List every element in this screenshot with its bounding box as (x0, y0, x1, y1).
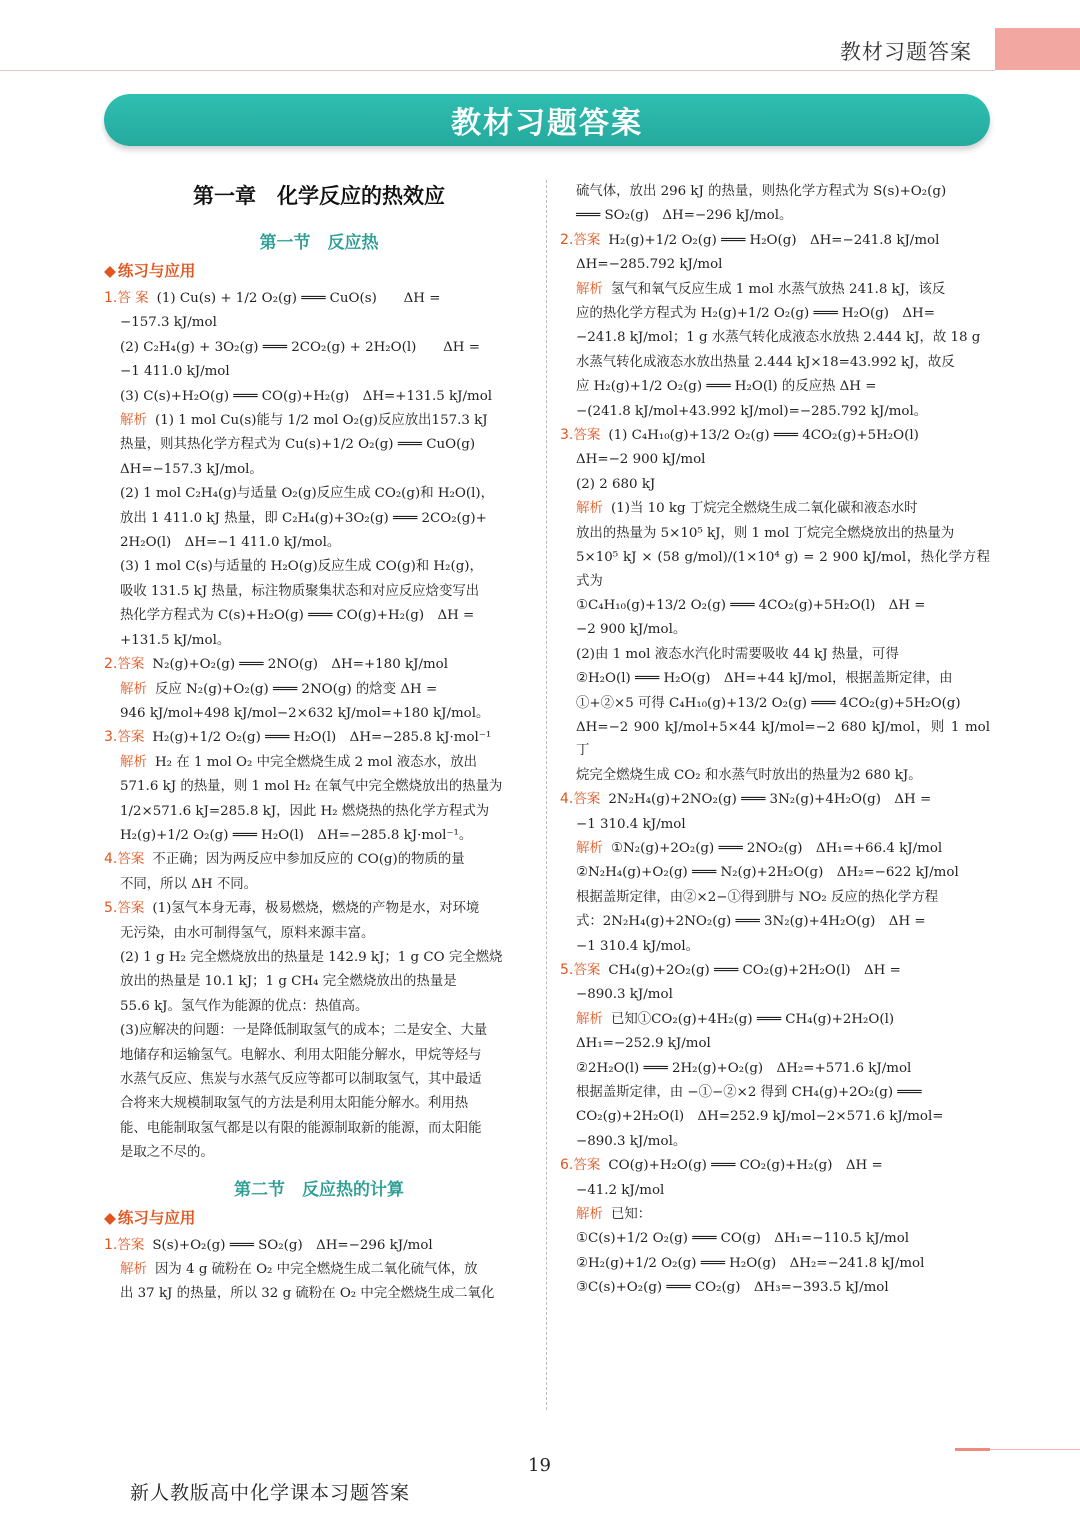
answer-line (104, 287, 534, 310)
answer-label: 答案 (117, 729, 145, 746)
line-text: 应 H₂(g)+1/2 O₂(g) ═══ H₂O(l) 的反应热 ΔH = (576, 379, 877, 395)
answer-line (560, 667, 990, 690)
answer-line (560, 643, 990, 666)
line-text: 式：2N₂H₄(g)+2NO₂(g) ═══ 3N₂(g)+4H₂O(g) ΔH = (576, 914, 926, 930)
line-text: ①C₄H₁₀(g)+13/2 O₂(g) ═══ 4CO₂(g)+5H₂O(l) ΔH = (576, 597, 926, 613)
line-text: −1 310.4 kJ/mol (576, 816, 686, 832)
line-text: ΔH₁=−252.9 kJ/mol (576, 1036, 711, 1052)
line-text: H₂(g)+1/2 O₂(g) ═══ H₂O(l) ΔH=−285.8 kJ·mol⁻¹ (152, 730, 492, 746)
answer-line (104, 604, 534, 627)
answer-line (104, 1282, 534, 1305)
analysis-label: 解析 (576, 500, 603, 517)
answer-line (104, 653, 534, 676)
line-text: 应的热化学方程式为 H₂(g)+1/2 O₂(g) ═══ H₂O(g) ΔH= (576, 306, 935, 322)
answer-line (104, 1044, 534, 1067)
answer-line (560, 1154, 990, 1177)
answer-line (104, 360, 534, 383)
line-text: 不同，所以 ΔH 不同。 (120, 876, 257, 892)
question-number: 2. (560, 231, 574, 248)
section-title-2: 第二节 反应热的计算 (234, 1179, 404, 1200)
answer-line (104, 531, 534, 554)
line-text: −1 411.0 kJ/mol (120, 364, 230, 380)
line-text: ②H₂(g)+1/2 O₂(g) ═══ H₂O(g) ΔH₂=−241.8 kJ/mol (576, 1255, 925, 1271)
answer-line (560, 692, 990, 715)
answer-line (560, 522, 990, 545)
answer-label: 答案 (573, 1157, 601, 1174)
question-number: 3. (104, 729, 118, 746)
answer-line (104, 848, 534, 871)
line-text: ②N₂H₄(g)+O₂(g) ═══ N₂(g)+2H₂O(g) ΔH₂=−622 kJ/mol (576, 865, 959, 881)
question-number: 4. (104, 851, 118, 868)
line-text: +131.5 kJ/mol。 (120, 632, 231, 648)
line-text: 合将来大规模制取氢气的方法是利用太阳能分解水。利用热 (120, 1096, 469, 1112)
answer-line (104, 1234, 534, 1257)
header-tab-decoration (995, 28, 1080, 70)
answer-line (560, 1252, 990, 1275)
answer-line (104, 1258, 534, 1281)
answer-line (560, 935, 990, 958)
answer-label: 答案 (117, 656, 145, 673)
line-text: 已知①CO₂(g)+4H₂(g) ═══ CH₄(g)+2H₂O(l) (611, 1011, 895, 1027)
answer-line (560, 448, 990, 471)
answer-list-3 (560, 180, 990, 1300)
answer-line (560, 229, 990, 252)
answer-line (104, 555, 534, 578)
line-text: 反应 N₂(g)+O₂(g) ═══ 2NO(g) 的焓变 ΔH = (155, 681, 438, 697)
question-number: 6. (560, 1157, 574, 1174)
line-text: −1 310.4 kJ/mol。 (576, 938, 700, 954)
answer-line (560, 1008, 990, 1031)
line-text: ΔH=−157.3 kJ/mol。 (120, 461, 263, 477)
line-text: (1) 1 mol Cu(s)能与 1/2 mol O₂(g)反应放出157.3 kJ (155, 413, 488, 429)
answer-line (560, 983, 990, 1006)
answer-label: 答案 (573, 231, 601, 248)
title-banner (104, 94, 990, 146)
answer-line (104, 922, 534, 945)
answer-line (560, 1057, 990, 1080)
line-text: CO₂(g)+2H₂O(l) ΔH=252.9 kJ/mol−2×571.6 kJ/mol= (576, 1109, 944, 1125)
answer-label: 答案 (117, 900, 145, 917)
answer-line (104, 751, 534, 774)
diamond-icon: ◆ (104, 1208, 116, 1227)
line-text: ①N₂(g)+2O₂(g) ═══ 2NO₂(g) ΔH₁=+66.4 kJ/mol (611, 840, 943, 856)
left-column (104, 180, 534, 1307)
question-number: 5. (560, 962, 574, 978)
subsection-title-1 (104, 259, 534, 281)
answer-line (560, 764, 990, 787)
line-text: 2H₂O(l) ΔH=−1 411.0 kJ/mol。 (120, 535, 341, 551)
line-text: −241.8 kJ/mol；1 g 水蒸气转化成液态水放热 2.444 kJ，故 18 g (576, 330, 981, 346)
answer-line (104, 507, 534, 530)
answer-line (560, 253, 990, 276)
column-divider (546, 180, 547, 1410)
line-text: (2) C₂H₄(g) + 3O₂(g) ═══ 2CO₂(g) + 2H₂O(l) ΔH = (120, 339, 480, 355)
answer-line (560, 813, 990, 836)
header-title: 教材习题答案 (840, 40, 972, 64)
line-text: (1)当 10 kg 丁烷完全燃烧生成二氧化碳和液态水时 (611, 501, 918, 517)
line-text: 水蒸气反应、焦炭与水蒸气反应等都可以制取氢气，其中最适 (120, 1072, 482, 1087)
answer-line (560, 326, 990, 349)
answer-line (560, 375, 990, 398)
answer-line (560, 473, 990, 496)
answer-list-2 (104, 1234, 534, 1306)
answer-line (560, 497, 990, 520)
line-text: ③C(s)+O₂(g) ═══ CO₂(g) ΔH₃=−393.5 kJ/mol (576, 1280, 889, 1296)
line-text: 吸收 131.5 kJ 热量，标注物质聚集状态和对应反应焓变写出 (120, 583, 480, 599)
line-text: 946 kJ/mol+498 kJ/mol−2×632 kJ/mol=+180 kJ/mol。 (120, 705, 490, 721)
line-text: 根据盖斯定律，由②×2−①得到肼与 NO₂ 反应的热化学方程 (576, 889, 939, 905)
answer-line (560, 716, 990, 763)
analysis-label: 解析 (576, 280, 603, 297)
line-text: ΔH=−2 900 kJ/mol (576, 452, 706, 468)
right-column (560, 180, 990, 1301)
answer-line (560, 180, 990, 203)
answer-line (104, 995, 534, 1018)
answer-line (104, 1117, 534, 1140)
answer-line (104, 775, 534, 798)
line-text: 能、电能制取氢气都是以有限的能源制取新的能源，而太阳能 (120, 1120, 482, 1136)
page-number: 19 (528, 1455, 551, 1476)
answer-line (560, 302, 990, 325)
answer-line (560, 788, 990, 811)
line-text: S(s)+O₂(g) ═══ SO₂(g) ΔH=−296 kJ/mol (152, 1237, 433, 1253)
line-text: (2) 2 680 kJ (576, 476, 656, 492)
answer-line (560, 546, 990, 593)
answer-line (560, 1276, 990, 1299)
line-text: 烷完全燃烧生成 CO₂ 和水蒸气时放出的热量为2 680 kJ。 (576, 767, 922, 783)
banner-title: 教材习题答案 (451, 106, 643, 141)
answer-line (560, 278, 990, 301)
line-text: (1) Cu(s) + 1/2 O₂(g) ═══ CuO(s) ΔH = (156, 291, 441, 306)
answer-line (104, 824, 534, 847)
line-text: CH₄(g)+2O₂(g) ═══ CO₂(g)+2H₂O(l) ΔH = (608, 963, 901, 978)
subsection-title-2 (104, 1206, 534, 1228)
answer-label: 答案 (117, 1236, 145, 1253)
line-text: ①C(s)+1/2 O₂(g) ═══ CO(g) ΔH₁=−110.5 kJ/mol (576, 1231, 910, 1247)
answer-list-1 (104, 287, 534, 1165)
answer-line (104, 629, 534, 652)
analysis-label: 解析 (576, 839, 603, 856)
analysis-label: 解析 (120, 1261, 147, 1278)
line-text: (3) 1 mol C(s)与适量的 H₂O(g)反应生成 CO(g)和 H₂(g)， (120, 559, 483, 575)
question-number: 5. (104, 900, 118, 917)
answer-label: 答 案 (117, 290, 149, 306)
line-text: −2 900 kJ/mol。 (576, 622, 687, 638)
answer-line (104, 678, 534, 701)
line-text: 2N₂H₄(g)+2NO₂(g) ═══ 3N₂(g)+4H₂O(g) ΔH = (608, 792, 932, 808)
diamond-icon: ◆ (104, 262, 116, 280)
answer-line (104, 897, 534, 920)
answer-line (560, 837, 990, 860)
line-text: H₂ 在 1 mol O₂ 中完全燃烧生成 2 mol 液态水，放出 (155, 754, 478, 770)
line-text: 放出的热量是 10.1 kJ；1 g CH₄ 完全燃烧放出的热量是 (120, 974, 457, 990)
line-text: 放出 1 411.0 kJ 热量，即 C₂H₄(g)+3O₂(g) ═══ 2CO₂(g)+ (120, 510, 487, 526)
answer-line (104, 433, 534, 456)
line-text: −41.2 kJ/mol (576, 1182, 665, 1198)
question-number: 2. (104, 656, 118, 673)
answer-line (104, 311, 534, 334)
line-text: 硫气体，放出 296 kJ 的热量，则热化学方程式为 S(s)+O₂(g) (576, 184, 947, 199)
answer-line (104, 800, 534, 823)
section-title-1: 第一节 反应热 (259, 233, 379, 253)
question-number: 4. (560, 791, 574, 808)
line-text: 571.6 kJ 的热量，则 1 mol H₂ 在氧气中完全燃烧放出的热量为 (120, 779, 503, 795)
answer-label: 答案 (117, 851, 145, 868)
line-text: CO(g)+H₂O(g) ═══ CO₂(g)+H₂(g) ΔH = (608, 1158, 883, 1174)
line-text: (2) 1 mol C₂H₄(g)与适量 O₂(g)反应生成 CO₂(g)和 H₂O(l)， (120, 486, 494, 502)
line-text: 已知： (611, 1207, 652, 1223)
answer-line (560, 1227, 990, 1250)
line-text: 热化学方程式为 C(s)+H₂O(g) ═══ CO(g)+H₂(g) ΔH = (120, 608, 475, 624)
line-text: ②2H₂O(l) ═══ 2H₂(g)+O₂(g) ΔH₂=+571.6 kJ/mol (576, 1060, 912, 1076)
line-text: 55.6 kJ。氢气作为能源的优点：热值高。 (120, 998, 369, 1014)
answer-line (104, 336, 534, 359)
line-text: 是取之不尽的。 (120, 1145, 214, 1161)
line-text: 1/2×571.6 kJ=285.8 kJ，因此 H₂ 燃烧热的热化学方程式为 (120, 803, 490, 819)
answer-line (104, 873, 534, 896)
line-text: 5×10⁵ kJ × (58 g/mol)/(1×10⁴ g) = 2 900 kJ/mol，热化学方程式为 (576, 550, 990, 589)
question-number: 3. (560, 427, 574, 444)
line-text: N₂(g)+O₂(g) ═══ 2NO(g) ΔH=+180 kJ/mol (152, 657, 449, 673)
answer-line (560, 861, 990, 884)
line-text: H₂(g)+1/2 O₂(g) ═══ H₂O(l) ΔH=−285.8 kJ·mol⁻¹。 (120, 827, 473, 843)
answer-label: 答案 (573, 791, 601, 808)
line-text: 不正确；因为两反应中参加反应的 CO(g)的物质的量 (152, 852, 465, 868)
answer-line (560, 594, 990, 617)
answer-line (104, 1068, 534, 1091)
chapter-title: 第一章 化学反应的热效应 (193, 184, 445, 208)
answer-line (104, 482, 534, 505)
line-text: (3)应解决的问题：一是降低制取氢气的成本；二是安全、大量 (120, 1023, 488, 1039)
line-text: 放出的热量为 5×10⁵ kJ，则 1 mol 丁烷完全燃烧放出的热量为 (576, 525, 955, 541)
line-text: 水蒸气转化成液态水放出热量 2.444 kJ×18=43.992 kJ，故反 (576, 354, 955, 370)
line-text: ②H₂O(l) ═══ H₂O(g) ΔH=+44 kJ/mol，根据盖斯定律，由 (576, 671, 953, 687)
footer-accent (955, 1448, 990, 1451)
footer-line (990, 1449, 1080, 1450)
subsection-label: 练习与应用 (117, 1208, 196, 1227)
line-text: (1) C₄H₁₀(g)+13/2 O₂(g) ═══ 4CO₂(g)+5H₂O(l) (608, 428, 919, 444)
answer-line (560, 424, 990, 447)
line-text: −890.3 kJ/mol (576, 987, 673, 1003)
answer-line (104, 580, 534, 603)
line-text: H₂(g)+1/2 O₂(g) ═══ H₂O(g) ΔH=−241.8 kJ/mol (608, 232, 940, 248)
analysis-label: 解析 (120, 412, 147, 429)
answer-line (560, 910, 990, 933)
line-text: (2) 1 g H₂ 完全燃烧放出的热量是 142.9 kJ；1 g CO 完全燃烧 (120, 949, 503, 965)
answer-label: 答案 (573, 962, 601, 978)
answer-line (560, 1179, 990, 1202)
answer-line (560, 400, 990, 423)
answer-line (104, 970, 534, 993)
analysis-label: 解析 (120, 753, 147, 770)
answer-line (560, 618, 990, 641)
book-title: 新人教版高中化学课本习题答案 (130, 1482, 411, 1504)
header-divider (0, 70, 995, 71)
answer-line (560, 1203, 990, 1226)
line-text: ΔH=−2 900 kJ/mol+5×44 kJ/mol=−2 680 kJ/mol，则 1 mol 丁 (576, 719, 990, 759)
line-text: 出 37 kJ 的热量，所以 32 g 硫粉在 O₂ 中完全燃烧生成二氧化 (120, 1286, 495, 1302)
line-text: −(241.8 kJ/mol+43.992 kJ/mol)=−285.792 kJ/mol。 (576, 403, 928, 419)
answer-line (104, 946, 534, 969)
line-text: 氢气和氧气反应生成 1 mol 水蒸气放热 241.8 kJ，该反 (611, 281, 946, 297)
answer-line (104, 702, 534, 725)
answer-line (560, 886, 990, 909)
answer-line (560, 204, 990, 227)
question-number: 1. (104, 1236, 118, 1253)
line-text: −157.3 kJ/mol (120, 315, 217, 331)
answer-line (104, 458, 534, 481)
analysis-label: 解析 (576, 1010, 603, 1027)
answer-line (104, 1019, 534, 1042)
answer-line (104, 409, 534, 432)
analysis-label: 解析 (576, 1206, 603, 1223)
line-text: 无污染，由水可制得氢气，原料来源丰富。 (120, 925, 375, 941)
answer-line (104, 726, 534, 749)
answer-line (104, 1092, 534, 1115)
answer-line (560, 1105, 990, 1128)
answer-label: 答案 (573, 427, 601, 444)
answer-line (560, 1081, 990, 1104)
line-text: ΔH=−285.792 kJ/mol (576, 257, 723, 273)
subsection-label: 练习与应用 (117, 262, 196, 280)
answer-line (104, 385, 534, 408)
line-text: 因为 4 g 硫粉在 O₂ 中完全燃烧生成二氧化硫气体，放 (155, 1262, 478, 1278)
line-text: −890.3 kJ/mol。 (576, 1133, 687, 1149)
question-number: 1. (104, 290, 118, 306)
line-text: (2)由 1 mol 液态水汽化时需要吸收 44 kJ 热量，可得 (576, 646, 899, 662)
line-text: 根据盖斯定律，由 −①−②×2 得到 CH₄(g)+2O₂(g) ═══ (576, 1085, 922, 1101)
answer-line (560, 351, 990, 374)
answer-line (560, 1130, 990, 1153)
line-text: 热量，则其热化学方程式为 Cu(s)+1/2 O₂(g) ═══ CuO(g) (120, 437, 476, 453)
line-text: 地储存和运输氢气。电解水、利用太阳能分解水，甲烷等烃与 (120, 1047, 482, 1063)
line-text: (3) C(s)+H₂O(g) ═══ CO(g)+H₂(g) ΔH=+131.5 kJ/mol (120, 388, 493, 404)
line-text: ═══ SO₂(g) ΔH=−296 kJ/mol。 (576, 208, 793, 224)
answer-line (560, 1032, 990, 1055)
line-text: (1)氢气本身无毒，极易燃烧，燃烧的产物是水，对环境 (152, 901, 480, 917)
answer-line (104, 1141, 534, 1164)
answer-line (560, 959, 990, 982)
line-text: ①+②×5 可得 C₄H₁₀(g)+13/2 O₂(g) ═══ 4CO₂(g)+5H₂O(g) (576, 695, 961, 711)
analysis-label: 解析 (120, 680, 147, 697)
